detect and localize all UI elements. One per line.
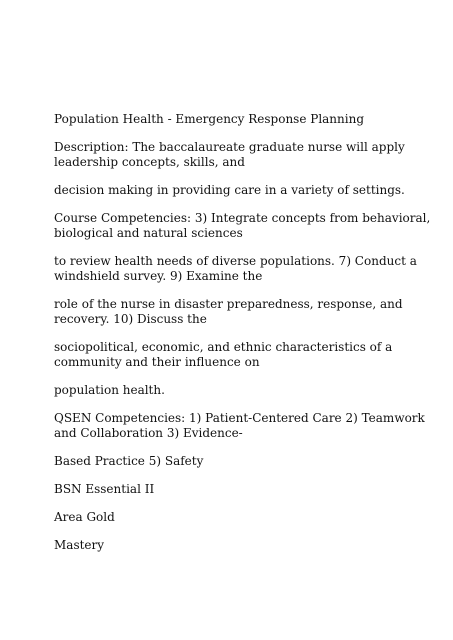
course-competencies-line-5: population health. [54, 383, 165, 397]
course-competencies-line-1: Course Competencies: 3) Integrate concepts from behavioral, biological and natural sciences [54, 211, 431, 240]
document-body [54, 112, 434, 566]
course-competencies-line-3: role of the nurse in disaster preparedness, response, and recovery. 10) Discuss the [54, 297, 403, 326]
qsen-competencies-line-2: Based Practice 5) Safety [54, 454, 204, 468]
document-title: Population Health - Emergency Response Planning [54, 112, 365, 126]
course-competencies-line-2: to review health needs of diverse populations. 7) Conduct a windshield survey. 9) Examine the [54, 254, 417, 283]
course-competencies-line-4: sociopolitical, economic, and ethnic characteristics of a community and their influence on [54, 340, 393, 369]
bsn-essential: BSN Essential II [54, 482, 155, 496]
description-line-2: decision making in providing care in a variety of settings. [54, 183, 405, 197]
description-line-1: Description: The baccalaureate graduate nurse will apply leadership concepts, skills, and [54, 140, 405, 169]
qsen-competencies-line-1: QSEN Competencies: 1) Patient-Centered Care 2) Teamwork and Collaboration 3) Evidence- [54, 411, 425, 440]
area-label: Area Gold [54, 510, 115, 524]
mastery-label: Mastery [54, 538, 105, 552]
